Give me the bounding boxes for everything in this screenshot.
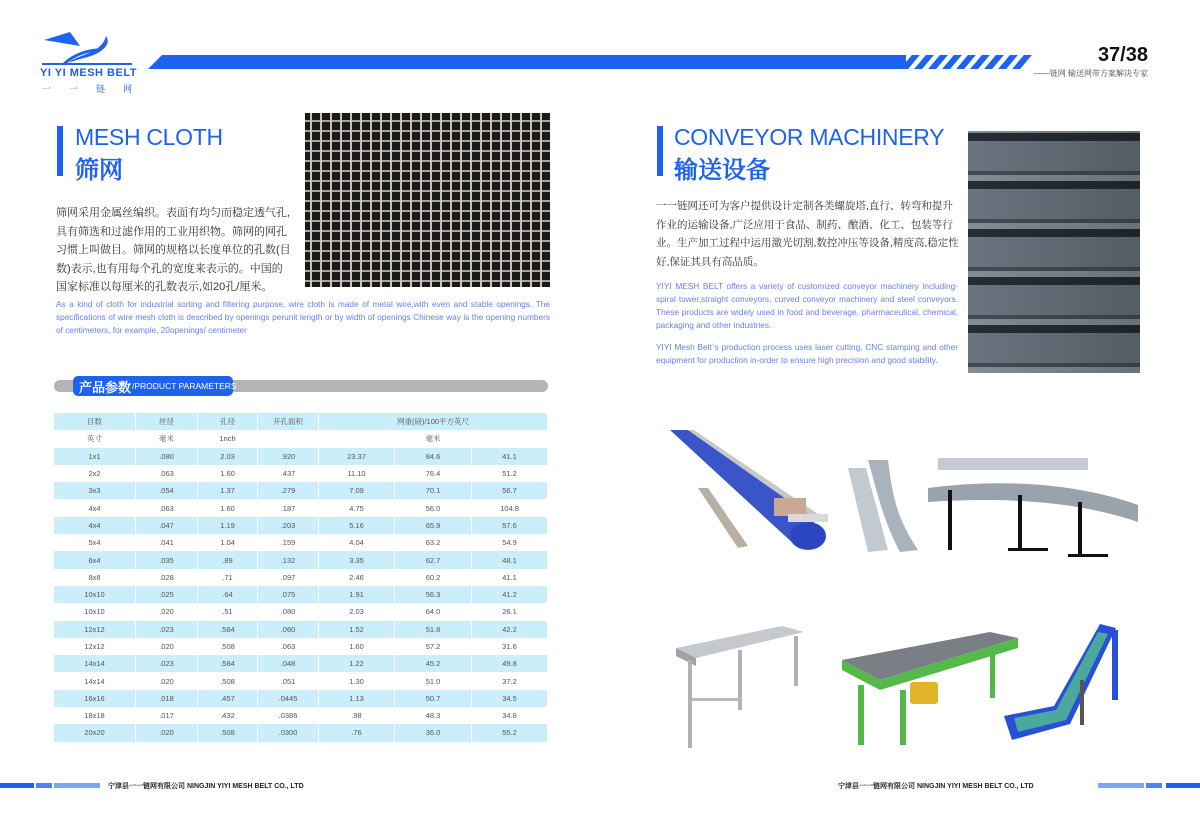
- roller-conveyor-image: [672, 618, 810, 753]
- table-cell: .041: [136, 534, 198, 551]
- table-cell: 34.8: [472, 707, 548, 724]
- blue-incline-conveyor-image: [1000, 620, 1140, 755]
- table-cell: 4x4: [54, 517, 136, 534]
- table-cell: .508: [198, 638, 258, 655]
- table-cell: 51.8: [395, 621, 472, 638]
- table-cell: 62.7: [395, 551, 472, 568]
- mesh-cloth-title-en: MESH CLOTH: [75, 124, 223, 150]
- table-row: [54, 482, 548, 499]
- table-cell: .98: [319, 707, 395, 724]
- table-cell: 12x12: [54, 621, 136, 638]
- table-cell: 41.1: [472, 569, 548, 586]
- table-cell: 60.2: [395, 569, 472, 586]
- table-cell: .71: [198, 569, 258, 586]
- table-cell: 26.1: [472, 603, 548, 620]
- header-cell: 丝径: [136, 413, 198, 430]
- table-cell: .51: [198, 603, 258, 620]
- footer-company-left: 宁津县一一链网有限公司 NINGJIN YIYI MESH BELT CO., LTD: [108, 783, 304, 790]
- parameters-banner: [73, 376, 237, 396]
- section-accent-bar: [657, 126, 663, 176]
- table-cell: .203: [258, 517, 319, 534]
- table-cell: 65.9: [395, 517, 472, 534]
- table-cell: 57.2: [395, 638, 472, 655]
- logo-cn-text: 一一链网: [42, 84, 151, 94]
- table-row: [54, 672, 548, 689]
- table-row: [54, 534, 548, 551]
- table-cell: .76: [319, 724, 395, 741]
- table-cell: 7.09: [319, 482, 395, 499]
- table-cell: .048: [258, 655, 319, 672]
- header-band: [148, 55, 906, 69]
- conveyor-title-cn: 输送设备: [674, 157, 770, 184]
- table-cell: .508: [198, 724, 258, 741]
- table-row: [54, 690, 548, 707]
- table-cell: .028: [136, 569, 198, 586]
- mesh-cloth-title-cn: 筛网: [75, 157, 123, 184]
- table-cell: 41.1: [472, 448, 548, 465]
- header-cell: 孔径: [198, 413, 258, 430]
- unit-cell: 毫米: [319, 430, 548, 447]
- table-cell: 10x10: [54, 586, 136, 603]
- table-cell: 1.19: [198, 517, 258, 534]
- table-cell: 1.52: [319, 621, 395, 638]
- table-cell: 34.5: [472, 690, 548, 707]
- unit-cell: 英寸: [54, 430, 136, 447]
- conveyor-description-en-1: YIYI MESH BELT offers a variety of customized conveyor machinery including-spiral tower,straight conveyors, curved conveyor machinery and steel conveyors. These products are widely used in food and beverage, pharmaceutical, chemical, packaging and other industries.: [656, 281, 958, 330]
- table-cell: .457: [198, 690, 258, 707]
- table-cell: 1.13: [319, 690, 395, 707]
- table-cell: 2x2: [54, 465, 136, 482]
- table-cell: 4x4: [54, 499, 136, 516]
- table-cell: 10x10: [54, 603, 136, 620]
- table-row: [54, 551, 548, 568]
- header-cell: 网重(磅)/100平方英尺: [319, 413, 548, 430]
- table-cell: 1x1: [54, 448, 136, 465]
- table-cell: 4.04: [319, 534, 395, 551]
- table-cell: .017: [136, 707, 198, 724]
- table-cell: .047: [136, 517, 198, 534]
- unit-cell: 毫米: [136, 430, 198, 447]
- table-cell: .920: [258, 448, 319, 465]
- conveyor-title-en: CONVEYOR MACHINERY: [674, 124, 945, 150]
- table-cell: .054: [136, 482, 198, 499]
- table-cell: .508: [198, 672, 258, 689]
- conveyor-description-en-2: YIYI Mesh Belt`s production process uses laser cutting, CNC stamping and other equipment for production in-order to ensure high precision and good stability.: [656, 342, 958, 365]
- table-row: [54, 707, 548, 724]
- table-row: [54, 499, 548, 516]
- table-cell: .060: [258, 621, 319, 638]
- table-cell: 70.1: [395, 482, 472, 499]
- spiral-tower-image: [968, 131, 1140, 373]
- header-cell: 开孔面积: [258, 413, 319, 430]
- table-cell: 12x12: [54, 638, 136, 655]
- table-row: [54, 569, 548, 586]
- table-cell: 2.03: [319, 603, 395, 620]
- wire-mesh-image: [305, 113, 550, 287]
- blue-belt-conveyor-image: [668, 428, 838, 553]
- table-cell: 50.7: [395, 690, 472, 707]
- mesh-cloth-description-en: As a kind of cloth for industrial sorting and filtering purpose, wire cloth is made of metal wire,with even and stable openings. The specifications of wire mesh cloth is described by openings perunit length or by width of openings Chinese way is the opening numbers of centimeters, for example, 20openings/ centimeter: [56, 299, 550, 335]
- table-cell: .063: [258, 638, 319, 655]
- table-cell: 2.46: [319, 569, 395, 586]
- table-cell: 20x20: [54, 724, 136, 741]
- table-cell: .020: [136, 603, 198, 620]
- table-cell: .023: [136, 655, 198, 672]
- table-cell: 1.04: [198, 534, 258, 551]
- logo-text: YI YI MESH BELT: [40, 67, 137, 79]
- table-cell: 3x3: [54, 482, 136, 499]
- table-cell: 48.1: [472, 551, 548, 568]
- table-cell: 76.4: [395, 465, 472, 482]
- table-cell: 8x8: [54, 569, 136, 586]
- table-row: [54, 465, 548, 482]
- table-cell: 6x4: [54, 551, 136, 568]
- table-cell: 51.0: [395, 672, 472, 689]
- table-cell: .080: [258, 603, 319, 620]
- table-cell: .080: [136, 448, 198, 465]
- table-cell: 42.2: [472, 621, 548, 638]
- table-cell: 57.6: [472, 517, 548, 534]
- table-unit-row: [54, 430, 548, 447]
- section-accent-bar: [57, 126, 63, 176]
- table-row: [54, 621, 548, 638]
- table-cell: 54.9: [472, 534, 548, 551]
- table-cell: .0445: [258, 690, 319, 707]
- table-cell: 1.60: [319, 638, 395, 655]
- page-number: 37/38: [1097, 44, 1148, 66]
- table-cell: .051: [258, 672, 319, 689]
- table-cell: 11.10: [319, 465, 395, 482]
- table-cell: .020: [136, 724, 198, 741]
- table-cell: 14x14: [54, 655, 136, 672]
- footer-company-right: 宁津县一一链网有限公司 NINGJIN YIYI MESH BELT CO., LTD: [838, 783, 1034, 790]
- table-cell: 14x14: [54, 672, 136, 689]
- table-cell: 16x16: [54, 690, 136, 707]
- parameters-banner-cn: 产品参数: [79, 379, 132, 395]
- table-row: [54, 603, 548, 620]
- table-cell: 1.22: [319, 655, 395, 672]
- table-cell: 56.3: [395, 586, 472, 603]
- table-cell: .279: [258, 482, 319, 499]
- table-row: [54, 517, 548, 534]
- table-cell: 23.37: [319, 448, 395, 465]
- product-parameters-table: [54, 413, 548, 742]
- table-cell: 3.35: [319, 551, 395, 568]
- table-cell: .020: [136, 638, 198, 655]
- table-cell: .063: [136, 465, 198, 482]
- mesh-cloth-description-cn: 筛网采用金属丝编织。表面有均匀而稳定透气孔,具有筛选和过滤作用的工业用织物。筛网的网孔习惯上叫做目。筛网的规格以长度单位的孔数(目数)表示,也有用每个孔的宽度来表示的。中国的国家标准以每厘米的孔数表示,如20孔/厘米。: [56, 207, 291, 293]
- table-cell: 37.2: [472, 672, 548, 689]
- table-row: [54, 586, 548, 603]
- table-cell: .097: [258, 569, 319, 586]
- table-cell: 31.6: [472, 638, 548, 655]
- incline-and-curved-conveyors-image: [838, 440, 1148, 565]
- unit-cell: [258, 430, 319, 447]
- table-cell: .89: [198, 551, 258, 568]
- unit-cell: 1nch: [198, 430, 258, 447]
- header-stripes: [900, 55, 1038, 69]
- table-row: [54, 655, 548, 672]
- table-cell: 5.16: [319, 517, 395, 534]
- table-header-row: [54, 413, 548, 430]
- tagline: ——链网 输送网带方案解决专家: [1033, 69, 1148, 78]
- header-cell: 目数: [54, 413, 136, 430]
- table-cell: 4.75: [319, 499, 395, 516]
- table-cell: 104.8: [472, 499, 548, 516]
- table-cell: .64: [198, 586, 258, 603]
- table-cell: 1.60: [198, 465, 258, 482]
- table-cell: 55.2: [472, 724, 548, 741]
- table-cell: .063: [136, 499, 198, 516]
- table-cell: .0386: [258, 707, 319, 724]
- table-cell: 51.2: [472, 465, 548, 482]
- table-cell: 18x18: [54, 707, 136, 724]
- table-cell: .584: [198, 621, 258, 638]
- table-cell: .187: [258, 499, 319, 516]
- table-cell: .159: [258, 534, 319, 551]
- parameters-banner-en: /PRODUCT PARAMETERS: [132, 381, 237, 391]
- conveyor-description-cn: 一一链网还可为客户提供设计定制各类螺旋塔,直行、转弯和提升作业的运输设备,广泛应用于食品、制药、酿酒、化工、包装等行业。生产加工过程中运用激光切割,数控冲压等设备,精度高,稳定性好,保证其具有高品质。: [656, 200, 959, 268]
- table-cell: 64.0: [395, 603, 472, 620]
- table-cell: 41.2: [472, 586, 548, 603]
- table-cell: 2.03: [198, 448, 258, 465]
- table-cell: 49.8: [472, 655, 548, 672]
- table-row: [54, 448, 548, 465]
- table-cell: .075: [258, 586, 319, 603]
- table-row: [54, 638, 548, 655]
- table-cell: 56.7: [472, 482, 548, 499]
- table-cell: 1.60: [198, 499, 258, 516]
- table-cell: 56.0: [395, 499, 472, 516]
- table-cell: .584: [198, 655, 258, 672]
- table-cell: .132: [258, 551, 319, 568]
- table-cell: 1.30: [319, 672, 395, 689]
- table-cell: .025: [136, 586, 198, 603]
- table-cell: 36.0: [395, 724, 472, 741]
- table-cell: 1.91: [319, 586, 395, 603]
- table-cell: 1.37: [198, 482, 258, 499]
- table-cell: .0300: [258, 724, 319, 741]
- table-cell: 48.3: [395, 707, 472, 724]
- green-mesh-belt-conveyor-image: [840, 620, 1025, 750]
- table-cell: .023: [136, 621, 198, 638]
- table-cell: .018: [136, 690, 198, 707]
- table-cell: 84.6: [395, 448, 472, 465]
- table-cell: .020: [136, 672, 198, 689]
- table-cell: 5x4: [54, 534, 136, 551]
- table-cell: 45.2: [395, 655, 472, 672]
- table-cell: .437: [258, 465, 319, 482]
- table-cell: .432: [198, 707, 258, 724]
- table-cell: 63.2: [395, 534, 472, 551]
- table-cell: .035: [136, 551, 198, 568]
- table-row: [54, 724, 548, 741]
